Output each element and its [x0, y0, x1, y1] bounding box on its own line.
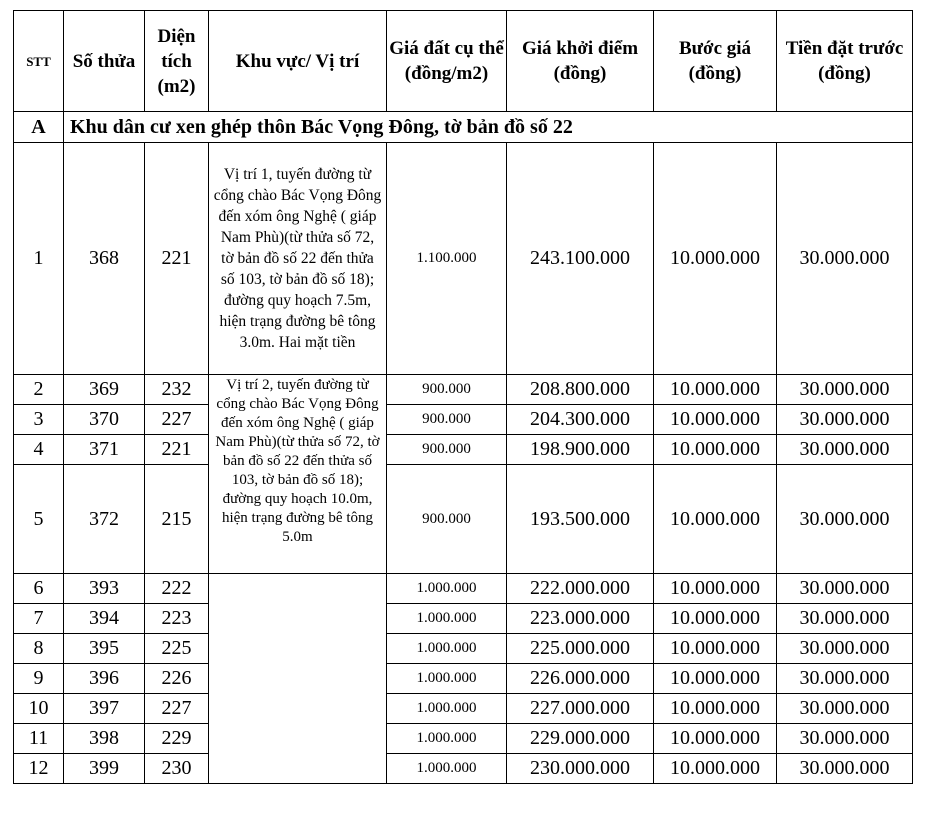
- cell-dien-tich: 227: [145, 694, 209, 724]
- header-so-thua: Số thửa: [64, 11, 145, 112]
- cell-dien-tich: 221: [145, 435, 209, 465]
- cell-location-2: Vị trí 2, tuyến đường từ cổng chào Bác Vọng Đông đến xóm ông Nghệ ( giáp Nam Phù)(từ thửa số 72, tờ bản đồ số 22 đến thửa số 103, tờ bản đồ số 18); đường quy hoạch 10.0m, hiện trạng đường bê tông 5.0m: [209, 375, 387, 574]
- cell-buoc-gia: 10.000.000: [654, 435, 777, 465]
- table-row: [14, 634, 913, 664]
- cell-gia-khoi-diem: 223.000.000: [507, 604, 654, 634]
- cell-location-empty: [209, 574, 387, 784]
- cell-tien-dat-truoc: 30.000.000: [777, 604, 913, 634]
- cell-gia-khoi-diem: 229.000.000: [507, 724, 654, 754]
- cell-gia-dat: 1.000.000: [387, 754, 507, 784]
- cell-dien-tich: 222: [145, 574, 209, 604]
- cell-location-1: Vị trí 1, tuyến đường từ cổng chào Bác Vọng Đông đến xóm ông Nghệ ( giáp Nam Phù)(từ thửa số 72, tờ bản đồ số 22 đến thửa số 103, tờ bản đồ số 18); đường quy hoạch 7.5m, hiện trạng đường bê tông 3.0m. Hai mặt tiền: [209, 143, 387, 375]
- cell-so-thua: 372: [64, 465, 145, 574]
- cell-tien-dat-truoc: 30.000.000: [777, 664, 913, 694]
- section-code: A: [14, 112, 64, 143]
- cell-so-thua: 397: [64, 694, 145, 724]
- cell-so-thua: 395: [64, 634, 145, 664]
- header-gia-khoi-diem: Giá khởi điểm (đồng): [507, 11, 654, 112]
- cell-stt: 12: [14, 754, 64, 784]
- cell-gia-khoi-diem: 230.000.000: [507, 754, 654, 784]
- cell-stt: 3: [14, 405, 64, 435]
- cell-buoc-gia: 10.000.000: [654, 604, 777, 634]
- cell-tien-dat-truoc: 30.000.000: [777, 694, 913, 724]
- table-row: [14, 405, 913, 435]
- cell-gia-dat: 1.000.000: [387, 724, 507, 754]
- cell-stt: 2: [14, 375, 64, 405]
- cell-buoc-gia: 10.000.000: [654, 375, 777, 405]
- cell-so-thua: 371: [64, 435, 145, 465]
- cell-gia-khoi-diem: 225.000.000: [507, 634, 654, 664]
- cell-gia-dat: 1.000.000: [387, 574, 507, 604]
- table-row: [14, 574, 913, 604]
- document-page: [13, 10, 912, 784]
- cell-dien-tich: 223: [145, 604, 209, 634]
- header-gia-dat: Giá đất cụ thể (đồng/m2): [387, 11, 507, 112]
- cell-buoc-gia: 10.000.000: [654, 724, 777, 754]
- cell-stt: 11: [14, 724, 64, 754]
- cell-gia-dat: 900.000: [387, 465, 507, 574]
- table-row: [14, 724, 913, 754]
- cell-stt: 5: [14, 465, 64, 574]
- table-row: [14, 694, 913, 724]
- cell-so-thua: 396: [64, 664, 145, 694]
- cell-stt: 1: [14, 143, 64, 375]
- table-row: [14, 664, 913, 694]
- header-tien-dat-truoc: Tiền đặt trước (đồng): [777, 11, 913, 112]
- header-stt: STT: [14, 11, 64, 112]
- cell-stt: 9: [14, 664, 64, 694]
- cell-buoc-gia: 10.000.000: [654, 143, 777, 375]
- cell-dien-tich: 227: [145, 405, 209, 435]
- cell-gia-dat: 1.000.000: [387, 694, 507, 724]
- cell-dien-tich: 225: [145, 634, 209, 664]
- table-row: [14, 604, 913, 634]
- section-row: [14, 112, 913, 143]
- cell-gia-khoi-diem: 227.000.000: [507, 694, 654, 724]
- cell-dien-tich: 232: [145, 375, 209, 405]
- cell-so-thua: 368: [64, 143, 145, 375]
- header-buoc-gia: Bước giá (đồng): [654, 11, 777, 112]
- cell-buoc-gia: 10.000.000: [654, 574, 777, 604]
- cell-so-thua: 398: [64, 724, 145, 754]
- cell-stt: 8: [14, 634, 64, 664]
- cell-dien-tich: 230: [145, 754, 209, 784]
- cell-tien-dat-truoc: 30.000.000: [777, 143, 913, 375]
- cell-so-thua: 370: [64, 405, 145, 435]
- cell-buoc-gia: 10.000.000: [654, 694, 777, 724]
- cell-dien-tich: 226: [145, 664, 209, 694]
- cell-gia-dat: 1.100.000: [387, 143, 507, 375]
- table-row: [14, 465, 913, 574]
- cell-buoc-gia: 10.000.000: [654, 634, 777, 664]
- cell-gia-dat: 1.000.000: [387, 634, 507, 664]
- cell-tien-dat-truoc: 30.000.000: [777, 724, 913, 754]
- cell-gia-khoi-diem: 198.900.000: [507, 435, 654, 465]
- cell-dien-tich: 215: [145, 465, 209, 574]
- table-row: [14, 435, 913, 465]
- section-title: Khu dân cư xen ghép thôn Bác Vọng Đông, tờ bản đồ số 22: [64, 112, 913, 143]
- cell-gia-khoi-diem: 193.500.000: [507, 465, 654, 574]
- table-row: [14, 754, 913, 784]
- cell-gia-dat: 900.000: [387, 435, 507, 465]
- cell-gia-dat: 1.000.000: [387, 604, 507, 634]
- cell-tien-dat-truoc: 30.000.000: [777, 634, 913, 664]
- cell-tien-dat-truoc: 30.000.000: [777, 465, 913, 574]
- cell-so-thua: 369: [64, 375, 145, 405]
- cell-stt: 7: [14, 604, 64, 634]
- cell-dien-tich: 221: [145, 143, 209, 375]
- cell-gia-khoi-diem: 226.000.000: [507, 664, 654, 694]
- cell-buoc-gia: 10.000.000: [654, 465, 777, 574]
- cell-tien-dat-truoc: 30.000.000: [777, 375, 913, 405]
- header-dien-tich: Diện tích (m2): [145, 11, 209, 112]
- header-khu-vuc: Khu vực/ Vị trí: [209, 11, 387, 112]
- cell-gia-khoi-diem: 204.300.000: [507, 405, 654, 435]
- cell-buoc-gia: 10.000.000: [654, 754, 777, 784]
- cell-dien-tich: 229: [145, 724, 209, 754]
- cell-tien-dat-truoc: 30.000.000: [777, 435, 913, 465]
- cell-so-thua: 393: [64, 574, 145, 604]
- cell-stt: 6: [14, 574, 64, 604]
- cell-gia-khoi-diem: 222.000.000: [507, 574, 654, 604]
- table-row: [14, 143, 913, 375]
- cell-tien-dat-truoc: 30.000.000: [777, 754, 913, 784]
- cell-so-thua: 394: [64, 604, 145, 634]
- cell-buoc-gia: 10.000.000: [654, 405, 777, 435]
- cell-stt: 4: [14, 435, 64, 465]
- auction-land-table: [13, 10, 913, 784]
- cell-tien-dat-truoc: 30.000.000: [777, 405, 913, 435]
- cell-gia-dat: 900.000: [387, 405, 507, 435]
- cell-stt: 10: [14, 694, 64, 724]
- table-row: [14, 375, 913, 405]
- cell-tien-dat-truoc: 30.000.000: [777, 574, 913, 604]
- cell-gia-khoi-diem: 243.100.000: [507, 143, 654, 375]
- cell-buoc-gia: 10.000.000: [654, 664, 777, 694]
- cell-gia-dat: 1.000.000: [387, 664, 507, 694]
- cell-gia-khoi-diem: 208.800.000: [507, 375, 654, 405]
- cell-gia-dat: 900.000: [387, 375, 507, 405]
- header-row: [14, 11, 913, 112]
- cell-so-thua: 399: [64, 754, 145, 784]
